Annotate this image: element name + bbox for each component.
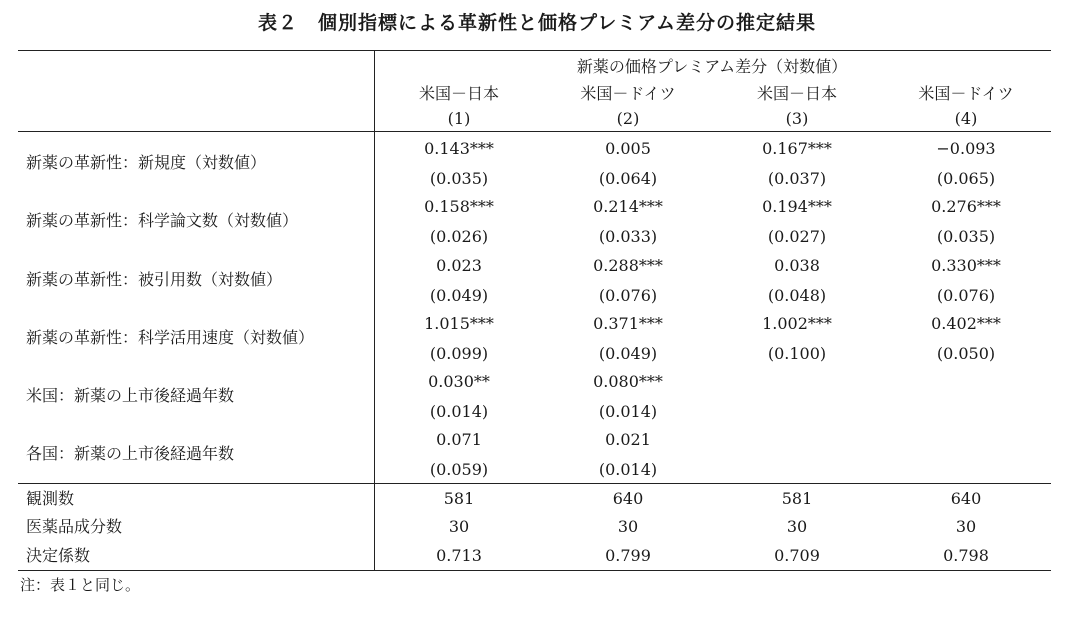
coefficient-cell: 0.371*** [593, 314, 663, 333]
standard-error-cell: (0.014) [429, 402, 489, 421]
stat-value: 30 [786, 517, 808, 536]
coefficient-cell: 0.194*** [762, 197, 832, 216]
standard-error-cell: (0.026) [429, 227, 489, 246]
row-label: 各国：新薬の上市後経過年数 [26, 444, 235, 463]
row-label: 新薬の革新性：科学論文数（対数値） [26, 211, 299, 230]
coefficient-cell: 0.330*** [931, 256, 1001, 275]
column-header-number: (4) [954, 109, 978, 128]
top-rule [18, 50, 1051, 51]
standard-error-cell: (0.059) [429, 460, 489, 479]
standard-error-cell: (0.035) [936, 227, 996, 246]
coefficient-cell: 0.038 [774, 256, 820, 275]
column-header-name: 米国－ドイツ [918, 84, 1014, 103]
coefficient-cell: 1.002*** [762, 314, 832, 333]
standard-error-cell: (0.037) [767, 169, 827, 188]
stat-value: 0.799 [605, 546, 651, 565]
standard-error-cell: (0.050) [936, 344, 996, 363]
label-column-divider [374, 50, 375, 571]
standard-error-cell: (0.076) [598, 286, 658, 305]
coefficient-cell: 0.158*** [424, 197, 494, 216]
coefficient-cell: 0.071 [436, 430, 482, 449]
standard-error-cell: (0.049) [598, 344, 658, 363]
standard-error-cell: (0.014) [598, 460, 658, 479]
row-label: 新薬の革新性：新規度（対数値） [26, 153, 267, 172]
coefficient-cell: 0.167*** [762, 139, 832, 158]
column-header-name: 米国－ドイツ [580, 84, 676, 103]
standard-error-cell: (0.014) [598, 402, 658, 421]
stat-value: 640 [950, 489, 982, 508]
standard-error-cell: (0.049) [429, 286, 489, 305]
standard-error-cell: (0.100) [767, 344, 827, 363]
table-note: 注：表１と同じ。 [20, 576, 141, 594]
coefficient-cell: 0.021 [605, 430, 651, 449]
column-header-number: (1) [447, 109, 471, 128]
stat-value: 0.709 [774, 546, 820, 565]
stat-value: 640 [612, 489, 644, 508]
stat-value: 30 [617, 517, 639, 536]
stat-label: 医薬品成分数 [26, 517, 123, 536]
standard-error-cell: (0.076) [936, 286, 996, 305]
column-header-number: (2) [616, 109, 640, 128]
standard-error-cell: (0.048) [767, 286, 827, 305]
standard-error-cell: (0.065) [936, 169, 996, 188]
stat-label: 観測数 [26, 489, 75, 508]
standard-error-cell: (0.033) [598, 227, 658, 246]
coefficient-cell: 1.015*** [424, 314, 494, 333]
coefficient-cell: 0.143*** [424, 139, 494, 158]
column-header-number: (3) [785, 109, 809, 128]
row-label: 新薬の革新性：被引用数（対数値） [26, 270, 283, 289]
stat-value: 0.713 [436, 546, 482, 565]
row-label: 米国：新薬の上市後経過年数 [26, 386, 235, 405]
coefficient-cell: 0.023 [436, 256, 482, 275]
standard-error-cell: (0.099) [429, 344, 489, 363]
coefficient-cell: 0.276*** [931, 197, 1001, 216]
column-header-name: 米国－日本 [756, 84, 838, 103]
coefficient-cell: 0.288*** [593, 256, 663, 275]
standard-error-cell: (0.064) [598, 169, 658, 188]
standard-error-cell: (0.027) [767, 227, 827, 246]
group-header: 新薬の価格プレミアム差分（対数値） [576, 57, 848, 76]
stat-value: 581 [781, 489, 813, 508]
coefficient-cell: 0.214*** [593, 197, 663, 216]
coefficient-cell: 0.402*** [931, 314, 1001, 333]
stat-value: 0.798 [943, 546, 989, 565]
coefficient-cell: −0.093 [936, 139, 996, 158]
row-label: 新薬の革新性：科学活用速度（対数値） [26, 328, 315, 347]
bottom-rule [18, 570, 1051, 571]
stat-value: 30 [955, 517, 977, 536]
standard-error-cell: (0.035) [429, 169, 489, 188]
stat-label: 決定係数 [26, 546, 91, 565]
stat-value: 30 [448, 517, 470, 536]
header-rule [18, 131, 1051, 132]
table-title: 表２ 個別指標による革新性と価格プレミアム差分の推定結果 [258, 12, 816, 34]
column-header-name: 米国－日本 [418, 84, 500, 103]
stat-value: 581 [443, 489, 475, 508]
coefficient-cell: 0.005 [605, 139, 651, 158]
coefficient-cell: 0.030** [428, 372, 490, 391]
coefficient-cell: 0.080*** [593, 372, 663, 391]
stats-rule [18, 483, 1051, 484]
